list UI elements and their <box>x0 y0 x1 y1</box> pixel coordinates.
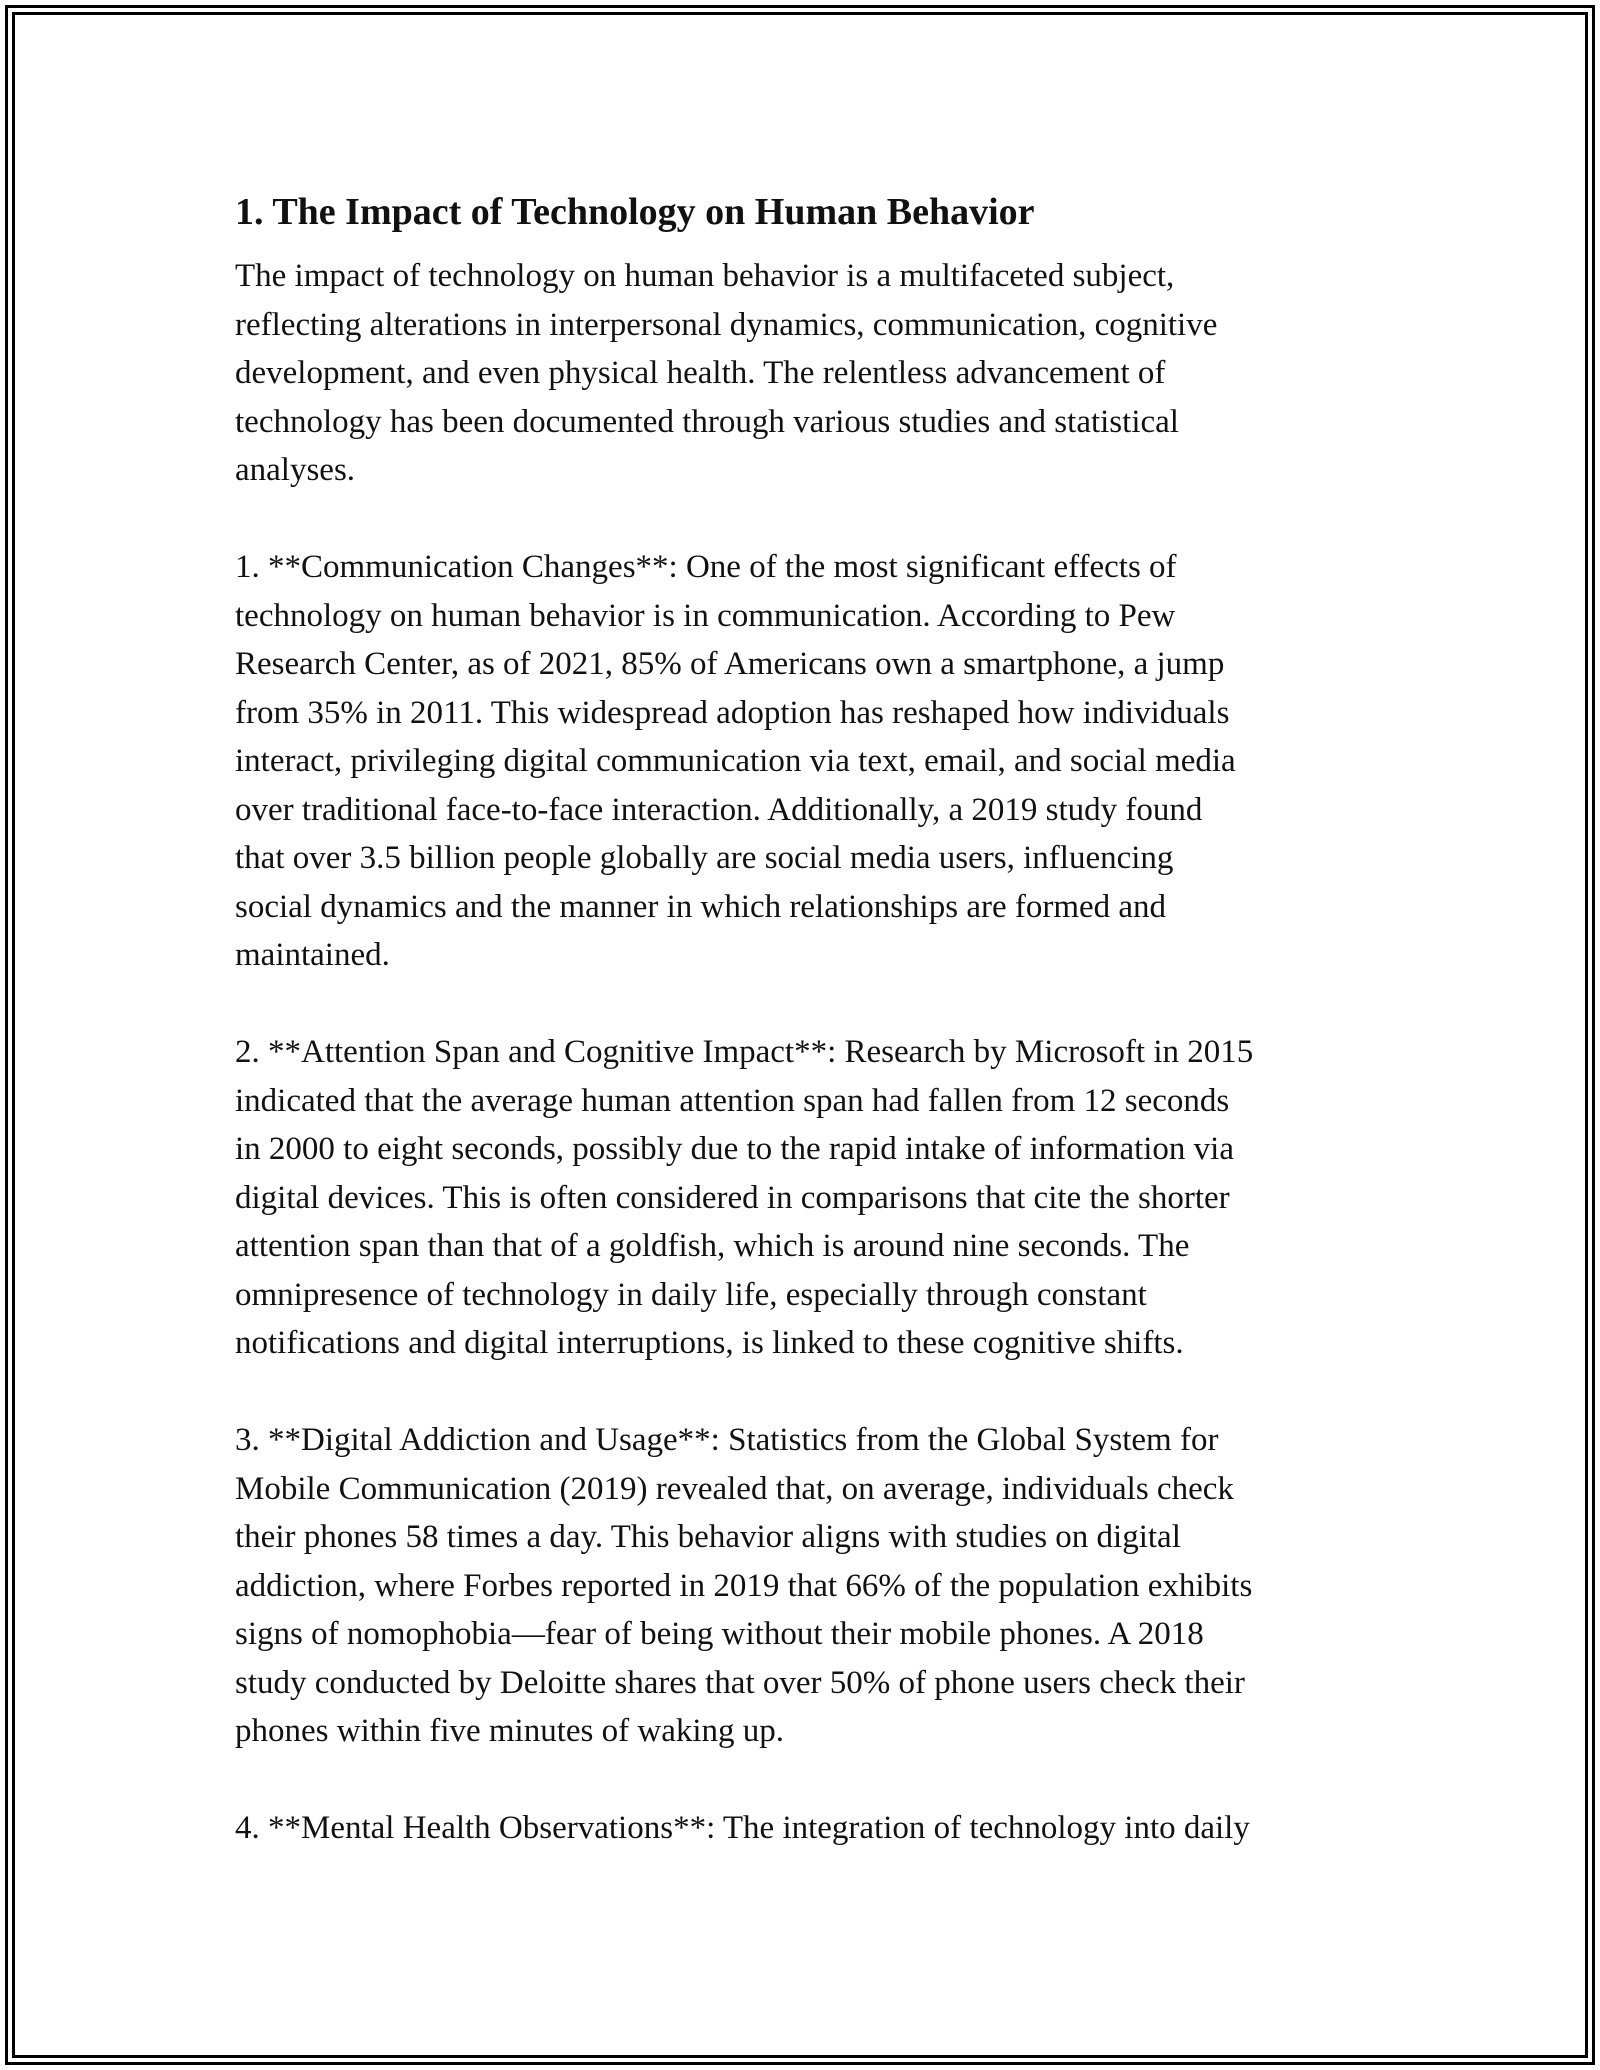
document-title: 1. The Impact of Technology on Human Behavior <box>235 191 1035 233</box>
document-body <box>235 186 1395 1853</box>
intro-paragraph: The impact of technology on human behavior is a multifaceted subject, reflecting alterations in interpersonal dynamics, communication, cognitive development, and even physical health. The relentless advancement of technology has been documented through various studies and statistical analyses. <box>235 258 1218 488</box>
paragraph-mental-health: 4. **Mental Health Observations**: The integration of technology into daily <box>235 1810 1250 1846</box>
paragraph-digital-addiction: 3. **Digital Addiction and Usage**: Statistics from the Global System for Mobile Communication (2019) revealed that, on average, individuals check their phones 58 times a day. This behavior aligns with studies on digital addiction, where Forbes reported in 2019 that 66% of the population exhibits signs of nomophobia—fear of being without their mobile phones. A 2018 study conducted by Deloitte shares that over 50% of phone users check their phones within five minutes of waking up. <box>235 1422 1253 1749</box>
paragraph-attention-span: 2. **Attention Span and Cognitive Impact**: Research by Microsoft in 2015 indicated that the average human attention span had fallen from 12 seconds in 2000 to eight seconds, possibly due to the rapid intake of information via digital devices. This is often considered in comparisons that cite the shorter attention span than that of a goldfish, which is around nine seconds. The omnipresence of technology in daily life, especially through constant notifications and digital interruptions, is linked to these cognitive shifts. <box>235 1034 1254 1361</box>
paragraph-communication-changes: 1. **Communication Changes**: One of the most significant effects of technology on human behavior is in communication. According to Pew Research Center, as of 2021, 85% of Americans own a smartphone, a jump from 35% in 2011. This widespread adoption has reshaped how individuals interact, privileging digital communication via text, email, and social media over traditional face-to-face interaction. Additionally, a 2019 study found that over 3.5 billion people globally are social media users, influencing social dynamics and the manner in which relationships are formed and maintained. <box>235 549 1236 973</box>
